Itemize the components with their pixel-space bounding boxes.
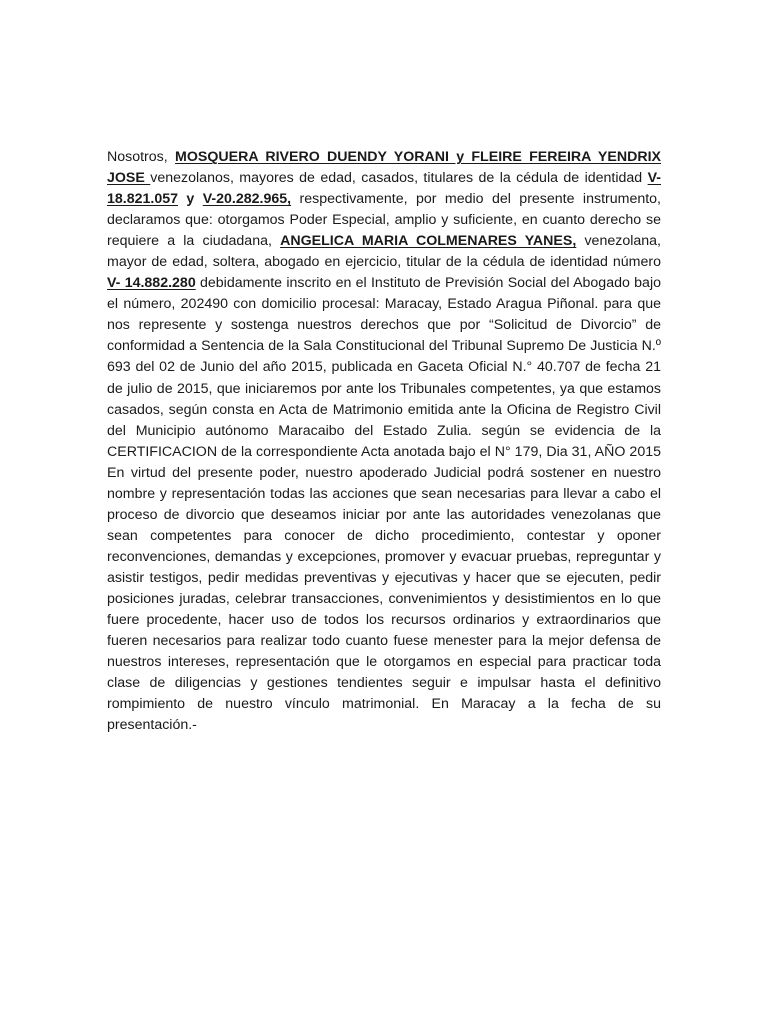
- poder-especial-paragraph: [107, 147, 661, 736]
- power-details-text: debidamente inscrito en el Instituto de Previsión Social del Abogado bajo el número, 202490 con domicilio procesal: Maracay, Estado Aragua Piñonal. para que nos represente y sostenga nuestros derechos que por “Solicitud de Divorcio” de conformidad a Sentencia de la Sala Constitucional del Tribunal Supremo De Justicia N.º 693 del 02 de Junio del año 2015, publicada en Gaceta Oficial N.° 40.707 de fecha 21 de julio de 2015, que iniciaremos por ante los Tribunales competentes, ya que estamos casados, según consta en Acta de Matrimonio emitida ante la Oficina de Registro Civil del Municipio autónomo Maracaibo del Estado Zulia. según se evidencia de la CERTIFICACION de la correspondiente Acta anotada bajo el N° 179, Dia 31, AÑO 2015 En virtud del presente poder, nuestro apoderado Judicial podrá sostener en nuestro nombre y representación todas las acciones que sean necesarias para llevar a cabo el proceso de divorcio que deseamos iniciar por ante las autoridades venezolanas que sean competentes para conocer de dicho procedimiento, contestar y oponer reconvenciones, demandas y excepciones, promover y evacuar pruebas, repreguntar y asistir testigos, pedir medidas preventivas y ejecutivas y hacer que se ejecuten, pedir posiciones juradas, celebrar transacciones, convenimientos y desistimientos en lo que fuere procedente, hacer uso de todos los recursos ordinarios y extraordinarios que fueren necesarios para realizar todo cuanto fuese menester para la mejor defensa de nuestros intereses, representación que le otorgamos en especial para practicar toda clase de diligencias y gestiones tendientes seguir e impulsar hasta el definitivo rompimiento de nuestro vínculo matrimonial. En Maracay a la fecha de su presentación.-: [107, 275, 661, 734]
- grantors-names: MOSQUERA RIVERO DUENDY YORANI y FLEIRE FEREIRA YENDRIX JOSE: [107, 149, 661, 187]
- attorney-description: venezolana, mayor de edad, soltera, abogado en ejercicio, titular de la cédula de identidad número: [107, 233, 661, 271]
- attorney-id: V- 14.882.280: [107, 275, 196, 292]
- grantors-description: venezolanos, mayores de edad, casados, titulares de la cédula de identidad: [150, 170, 648, 187]
- grantor-id-2: V-20.282.965,: [202, 191, 292, 208]
- attorney-name: ANGELICA MARIA COLMENARES YANES,: [280, 233, 577, 250]
- intro-text: Nosotros,: [107, 149, 176, 165]
- id-conjunction: y: [178, 191, 203, 208]
- grantor-id-1: V-18.821.057: [107, 170, 662, 208]
- power-grant-text: respectivamente, por medio del presente instrumento, declaramos que: otorgamos Poder Especial, amplio y suficiente, en cuanto derecho se requiere a la ciudadana,: [107, 191, 661, 250]
